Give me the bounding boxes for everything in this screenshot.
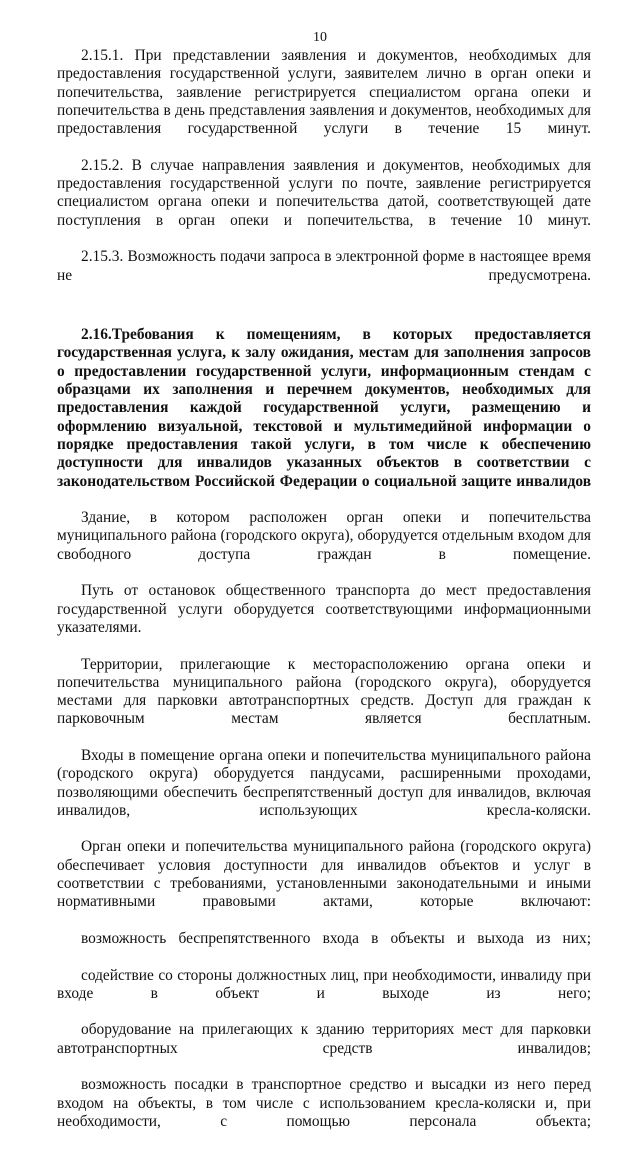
paragraph-2-15-1: 2.15.1. При представлении заявления и документов, необходимых для предоставления государственной услуги, заявителем лично в орган опеки и попечительства, заявление регистрируется специалистом органа опеки и попечительства в день представления заявления и документов, необходимых для предоставления государственной услуги в течение 15 минут.: [57, 47, 591, 138]
page-number: 10: [313, 30, 327, 45]
section-heading-2-16: 2.16.Требования к помещениям, в которых предоставляется государственная услуга, к залу ожидания, местам для заполнения запросов о предоставлении государственной услуги, информационным стендам с образцами их заполнения и перечнем документов, необходимых для предоставления каждой государственной услуги, размещению и оформлению визуальной, текстовой и мультимедийной информации о порядке предоставления такой услуги, в том числе к обеспечению доступности для инвалидов указанных объектов в соответствии с законодательством Российской Федерации о социальной защите инвалидов: [57, 326, 591, 490]
paragraph-2-15-3: 2.15.3. Возможность подачи запроса в электронной форме в настоящее время не предусмотрена.: [57, 248, 591, 284]
paragraph-entrances: Входы в помещение органа опеки и попечительства муниципального района (городского округа) оборудуется пандусами, расширенными проходами, позволяющими обеспечить беспрепятственный доступ для инвалидов, включая инвалидов, использующих кресла-коляски.: [57, 746, 591, 819]
paragraph-accessibility: Орган опеки и попечительства муниципального района (городского округа) обеспечивает условия доступности для инвалидов объектов и услуг в соответствии с требованиями, установленными законодательными и иными нормативными правовыми актами, которые включают:: [57, 838, 591, 911]
paragraph-territory: Территории, прилегающие к месторасположению органа опеки и попечительства муниципального района (городского округа), оборудуется местами для парковки автотранспортных средств. Доступ для граждан к парковочным местам является бесплатным.: [57, 655, 591, 728]
paragraph-2-15-2: 2.15.2. В случае направления заявления и документов, необходимых для предоставления государственной услуги по почте, заявление регистрируется специалистом органа опеки и попечительства датой, соответствующей дате поступления в орган опеки и попечительства, в течение 10 минут.: [57, 156, 591, 229]
list-item-entry-exit: возможность беспрепятственного входа в объекты и выхода из них;: [81, 929, 591, 947]
list-item-parking: оборудование на прилегающих к зданию территориях мест для парковки автотранспортных средств инвалидов;: [57, 1021, 591, 1057]
list-item-assistance: содействие со стороны должностных лиц, при необходимости, инвалиду при входе в объект и выходе из него;: [57, 966, 591, 1002]
list-item-boarding: возможность посадки в транспортное средство и высадки из него перед входом на объекты, в том числе с использованием кресла-коляски и, при необходимости, с помощью персонала объекта;: [57, 1076, 591, 1130]
paragraph-route: Путь от остановок общественного транспорта до мест предоставления государственной услуги оборудуется соответствующими информационными указателями.: [57, 582, 591, 636]
document-body: [57, 47, 591, 1150]
paragraph-building: Здание, в котором расположен орган опеки и попечительства муниципального района (городского округа), оборудуется отдельным входом для свободного доступа граждан в помещение.: [57, 509, 591, 563]
section-gap: [57, 303, 591, 326]
